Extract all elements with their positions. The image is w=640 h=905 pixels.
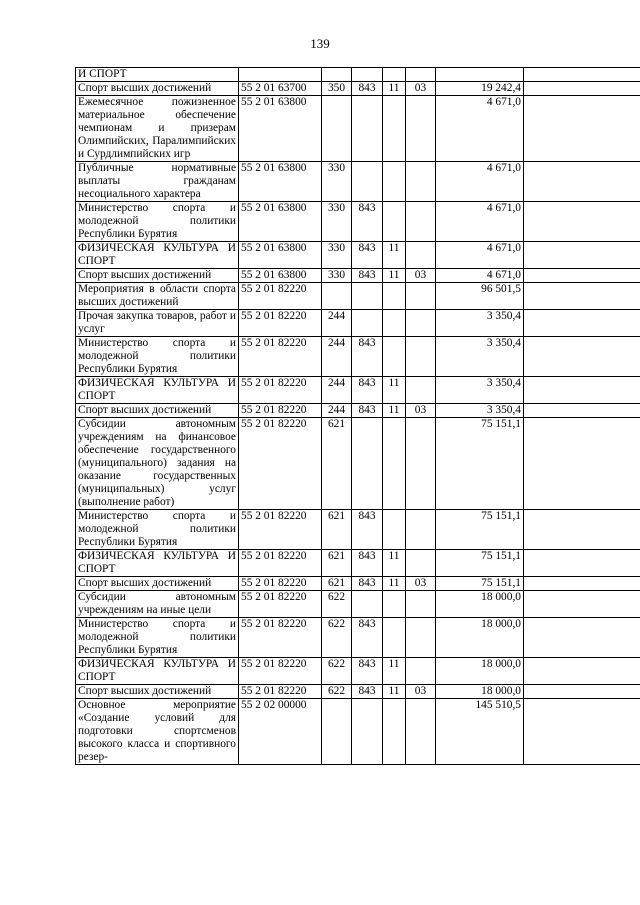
subsection-cell [406,68,436,82]
target-article-cell: 55 2 01 63800 [239,242,322,269]
item-name-cell: ФИЗИЧЕСКАЯ КУЛЬТУРА И СПОРТ [76,658,239,685]
expense-type-cell: 622 [322,658,352,685]
target-article-cell: 55 2 01 63800 [239,202,322,242]
section-cell: 11 [383,269,406,283]
table-row [76,685,640,699]
administrator-code-cell: 843 [352,82,383,96]
administrator-code-cell: 843 [352,269,383,283]
item-name-cell: Субсидии автономным учреждениям на иные цели [76,591,239,618]
table-row [76,418,640,510]
expense-type-cell: 330 [322,269,352,283]
table-row [76,377,640,404]
empty-column-cell [524,510,640,550]
amount-cell: 145 510,5 [436,699,524,765]
empty-column-cell [524,82,640,96]
administrator-code-cell: 843 [352,685,383,699]
administrator-code-cell [352,68,383,82]
amount-cell: 75 151,1 [436,577,524,591]
item-name-cell: Мероприятия в области спорта высших достижений [76,283,239,310]
table-row [76,404,640,418]
subsection-cell: 03 [406,269,436,283]
section-cell: 11 [383,404,406,418]
amount-cell: 96 501,5 [436,283,524,310]
administrator-code-cell [352,283,383,310]
administrator-code-cell: 843 [352,202,383,242]
target-article-cell: 55 2 01 63800 [239,269,322,283]
table-row [76,577,640,591]
table-row [76,269,640,283]
administrator-code-cell: 843 [352,550,383,577]
section-cell: 11 [383,658,406,685]
target-article-cell: 55 2 01 63800 [239,96,322,162]
amount-cell: 18 000,0 [436,591,524,618]
empty-column-cell [524,699,640,765]
item-name-cell: Субсидии автономным учреждениям на финансовое обеспечение государственного (муниципального) задания на оказание государственных (муниципальных) услуг (выполнение работ) [76,418,239,510]
subsection-cell: 03 [406,685,436,699]
subsection-cell: 03 [406,577,436,591]
empty-column-cell [524,162,640,202]
administrator-code-cell: 843 [352,377,383,404]
item-name-cell: ФИЗИЧЕСКАЯ КУЛЬТУРА И СПОРТ [76,550,239,577]
empty-column-cell [524,550,640,577]
empty-column-cell [524,202,640,242]
item-name-cell: Спорт высших достижений [76,404,239,418]
administrator-code-cell [352,699,383,765]
item-name-cell: ФИЗИЧЕСКАЯ КУЛЬТУРА И СПОРТ [76,377,239,404]
administrator-code-cell: 843 [352,658,383,685]
table-row [76,658,640,685]
section-cell [383,510,406,550]
section-cell [383,96,406,162]
subsection-cell [406,202,436,242]
amount-cell: 18 000,0 [436,658,524,685]
table-row [76,242,640,269]
subsection-cell [406,162,436,202]
empty-column-cell [524,283,640,310]
table-row [76,550,640,577]
table-row [76,618,640,658]
target-article-cell: 55 2 02 00000 [239,699,322,765]
empty-column-cell [524,377,640,404]
subsection-cell [406,377,436,404]
amount-cell: 3 350,4 [436,337,524,377]
expense-type-cell: 621 [322,510,352,550]
expense-type-cell: 622 [322,618,352,658]
page-number: 139 [310,36,330,51]
amount-cell: 19 242,4 [436,82,524,96]
subsection-cell [406,96,436,162]
section-cell [383,699,406,765]
expense-type-cell: 244 [322,404,352,418]
expense-type-cell [322,96,352,162]
section-cell [383,202,406,242]
empty-column-cell [524,577,640,591]
target-article-cell: 55 2 01 82220 [239,577,322,591]
subsection-cell [406,658,436,685]
section-cell [383,310,406,337]
item-name-cell: Спорт высших достижений [76,577,239,591]
administrator-code-cell: 843 [352,577,383,591]
table-row [76,510,640,550]
subsection-cell [406,510,436,550]
empty-column-cell [524,404,640,418]
amount-cell: 75 151,1 [436,510,524,550]
empty-column-cell [524,96,640,162]
empty-column-cell [524,658,640,685]
amount-cell: 18 000,0 [436,685,524,699]
expense-type-cell: 622 [322,685,352,699]
expense-type-cell [322,699,352,765]
amount-cell: 4 671,0 [436,242,524,269]
empty-column-cell [524,269,640,283]
subsection-cell [406,618,436,658]
administrator-code-cell: 843 [352,242,383,269]
expense-type-cell: 244 [322,310,352,337]
section-cell: 11 [383,242,406,269]
expense-type-cell: 621 [322,577,352,591]
target-article-cell: 55 2 01 82220 [239,658,322,685]
expense-type-cell: 621 [322,418,352,510]
administrator-code-cell [352,162,383,202]
target-article-cell: 55 2 01 82220 [239,550,322,577]
section-cell [383,618,406,658]
empty-column-cell [524,68,640,82]
empty-column-cell [524,685,640,699]
amount-cell: 4 671,0 [436,202,524,242]
administrator-code-cell: 843 [352,510,383,550]
administrator-code-cell [352,310,383,337]
expense-type-cell: 244 [322,337,352,377]
item-name-cell: ФИЗИЧЕСКАЯ КУЛЬТУРА И СПОРТ [76,242,239,269]
expense-type-cell: 350 [322,82,352,96]
budget-table-body [76,68,640,765]
expense-type-cell [322,283,352,310]
expense-type-cell [322,68,352,82]
table-row [76,337,640,377]
administrator-code-cell: 843 [352,618,383,658]
expense-type-cell: 621 [322,550,352,577]
expense-type-cell: 244 [322,377,352,404]
target-article-cell: 55 2 01 82220 [239,310,322,337]
expense-type-cell: 330 [322,242,352,269]
table-row [76,310,640,337]
empty-column-cell [524,310,640,337]
section-cell [383,283,406,310]
amount-cell: 3 350,4 [436,377,524,404]
target-article-cell: 55 2 01 82220 [239,377,322,404]
item-name-cell: Ежемесячное пожизненное материальное обеспечение чемпионам и призерам Олимпийских, Паралимпийских и Сурдлимпийских игр [76,96,239,162]
empty-column-cell [524,591,640,618]
subsection-cell: 03 [406,404,436,418]
item-name-cell: Министерство спорта и молодежной политики Республики Бурятия [76,510,239,550]
target-article-cell: 55 2 01 82220 [239,591,322,618]
target-article-cell: 55 2 01 82220 [239,685,322,699]
subsection-cell [406,337,436,377]
administrator-code-cell: 843 [352,404,383,418]
item-name-cell: Министерство спорта и молодежной политики Республики Бурятия [76,337,239,377]
target-article-cell: 55 2 01 82220 [239,337,322,377]
section-cell [383,162,406,202]
item-name-cell: И СПОРТ [76,68,239,82]
target-article-cell: 55 2 01 63800 [239,162,322,202]
target-article-cell: 55 2 01 82220 [239,510,322,550]
expense-type-cell: 622 [322,591,352,618]
target-article-cell: 55 2 01 82220 [239,283,322,310]
item-name-cell: Министерство спорта и молодежной политики Республики Бурятия [76,202,239,242]
section-cell [383,418,406,510]
item-name-cell: Основное мероприятие «Создание условий для подготовки спортсменов высокого класса и спортивного резер- [76,699,239,765]
subsection-cell [406,310,436,337]
administrator-code-cell: 843 [352,337,383,377]
amount-cell: 75 151,1 [436,418,524,510]
subsection-cell [406,591,436,618]
subsection-cell [406,418,436,510]
amount-cell: 18 000,0 [436,618,524,658]
empty-column-cell [524,337,640,377]
empty-column-cell [524,618,640,658]
target-article-cell: 55 2 01 82220 [239,418,322,510]
section-cell: 11 [383,685,406,699]
table-row [76,283,640,310]
expense-type-cell: 330 [322,162,352,202]
section-cell: 11 [383,550,406,577]
item-name-cell: Спорт высших достижений [76,269,239,283]
target-article-cell: 55 2 01 82220 [239,404,322,418]
item-name-cell: Спорт высших достижений [76,685,239,699]
item-name-cell: Публичные нормативные выплаты гражданам несоциального характера [76,162,239,202]
empty-column-cell [524,418,640,510]
subsection-cell: 03 [406,82,436,96]
target-article-cell: 55 2 01 63700 [239,82,322,96]
amount-cell: 4 671,0 [436,96,524,162]
section-cell [383,591,406,618]
item-name-cell: Министерство спорта и молодежной политики Республики Бурятия [76,618,239,658]
subsection-cell [406,283,436,310]
target-article-cell [239,68,322,82]
section-cell: 11 [383,377,406,404]
amount-cell [436,68,524,82]
section-cell: 11 [383,82,406,96]
section-cell: 11 [383,577,406,591]
amount-cell: 75 151,1 [436,550,524,577]
table-row [76,591,640,618]
section-cell [383,68,406,82]
empty-column-cell [524,242,640,269]
budget-table [75,67,640,765]
target-article-cell: 55 2 01 82220 [239,618,322,658]
table-row [76,699,640,765]
subsection-cell [406,699,436,765]
item-name-cell: Прочая закупка товаров, работ и услуг [76,310,239,337]
amount-cell: 3 350,4 [436,310,524,337]
amount-cell: 3 350,4 [436,404,524,418]
amount-cell: 4 671,0 [436,269,524,283]
administrator-code-cell [352,96,383,162]
amount-cell: 4 671,0 [436,162,524,202]
table-row [76,82,640,96]
item-name-cell: Спорт высших достижений [76,82,239,96]
table-row [76,96,640,162]
subsection-cell [406,242,436,269]
table-row [76,162,640,202]
expense-type-cell: 330 [322,202,352,242]
subsection-cell [406,550,436,577]
section-cell [383,337,406,377]
table-row [76,68,640,82]
administrator-code-cell [352,591,383,618]
table-row [76,202,640,242]
administrator-code-cell [352,418,383,510]
